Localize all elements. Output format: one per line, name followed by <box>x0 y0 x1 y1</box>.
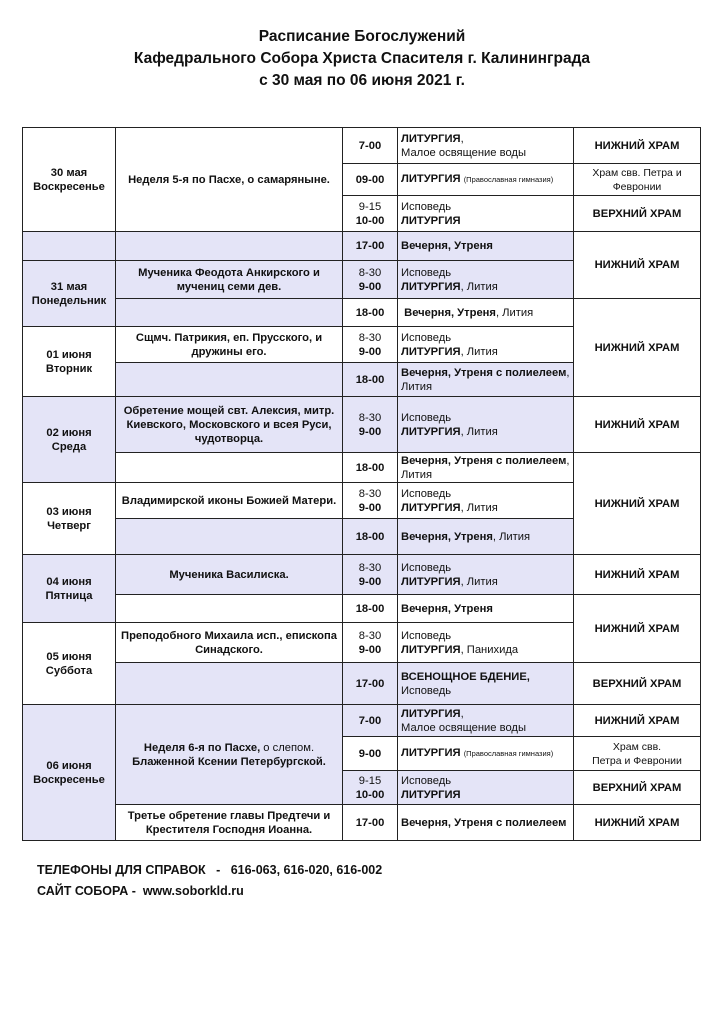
service-cell: Исповедь ЛИТУРГИЯ <box>398 196 574 232</box>
table-row <box>23 397 701 453</box>
time-cell: 7-00 <box>343 705 398 737</box>
feast-cell: Неделя 5-я по Пасхе, о самаряныне. <box>116 128 343 232</box>
date-cell: 01 июня Вторник <box>23 327 116 397</box>
time-cell: 8-30 9-00 <box>343 483 398 519</box>
time-cell: 8-30 9-00 <box>343 261 398 299</box>
date-cell: 31 мая Понедельник <box>23 261 116 327</box>
time-cell: 8-30 9-00 <box>343 397 398 453</box>
service-cell: Вечерня, Утреня <box>398 232 574 261</box>
time-cell: 18-00 <box>343 595 398 623</box>
place-cell: НИЖНИЙ ХРАМ <box>574 299 701 397</box>
date-cell: 02 июня Среда <box>23 397 116 483</box>
title-line-1: Расписание Богослужений <box>258 28 466 45</box>
table-row <box>23 595 701 623</box>
service-cell: ЛИТУРГИЯ, Малое освящение воды <box>398 705 574 737</box>
website-line: САЙТ СОБОРА - www.soborkld.ru <box>37 884 244 898</box>
place-cell: НИЖНИЙ ХРАМ <box>574 232 701 299</box>
table-row <box>23 128 701 164</box>
table-row <box>23 232 701 261</box>
footer <box>37 860 382 902</box>
place-cell: Храм свв. Петра и Февронии <box>574 737 701 771</box>
time-cell: 9-15 10-00 <box>343 196 398 232</box>
feast-cell: Неделя 6-я по Пасхе, о слепом. Блаженной Ксении Петербургской. <box>116 705 343 805</box>
time-cell: 8-30 9-00 <box>343 623 398 663</box>
table-row <box>23 805 701 841</box>
time-cell: 8-30 9-00 <box>343 327 398 363</box>
place-cell: НИЖНИЙ ХРАМ <box>574 397 701 453</box>
service-cell: ЛИТУРГИЯ, Малое освящение воды <box>398 128 574 164</box>
place-cell: НИЖНИЙ ХРАМ <box>574 453 701 555</box>
time-cell: 18-00 <box>343 299 398 327</box>
service-cell: Исповедь ЛИТУРГИЯ, Панихида <box>398 623 574 663</box>
time-cell: 8-30 9-00 <box>343 555 398 595</box>
service-cell: Вечерня, Утреня с полиелеем, Лития <box>398 453 574 483</box>
service-cell: ЛИТУРГИЯ (Православная гимназия) <box>398 164 574 196</box>
feast-cell: Обретение мощей свт. Алексия, митр. Киевского, Московского и всея Руси, чудотворца. <box>116 397 343 453</box>
title-line-2: Кафедрального Собора Христа Спасителя г. Калининграда <box>133 50 591 67</box>
service-cell: Исповедь ЛИТУРГИЯ, Лития <box>398 261 574 299</box>
place-cell: НИЖНИЙ ХРАМ <box>574 555 701 595</box>
service-cell: Исповедь ЛИТУРГИЯ <box>398 771 574 805</box>
document-title <box>0 26 724 92</box>
title-line-3: с 30 мая по 06 июня 2021 г. <box>259 72 465 89</box>
time-cell: 17-00 <box>343 663 398 705</box>
place-cell: НИЖНИЙ ХРАМ <box>574 805 701 841</box>
service-cell: ВСЕНОЩНОЕ БДЕНИЕ, Исповедь <box>398 663 574 705</box>
service-cell: Вечерня, Утреня с полиелеем, Лития <box>398 363 574 397</box>
feast-cell: Преподобного Михаила исп., епископа Синадского. <box>116 623 343 663</box>
feast-cell: Сщмч. Патрикия, еп. Прусского, и дружины его. <box>116 327 343 363</box>
time-cell: 9-00 <box>343 737 398 771</box>
place-cell: НИЖНИЙ ХРАМ <box>574 595 701 663</box>
date-cell: 06 июня Воскресенье <box>23 705 116 841</box>
feast-cell: Владимирской иконы Божией Матери. <box>116 483 343 519</box>
phones-line: ТЕЛЕФОНЫ ДЛЯ СПРАВОК - 616-063, 616-020, 616-002 <box>37 863 383 877</box>
feast-cell: Мученика Феодота Анкирского и мучениц семи дев. <box>116 261 343 299</box>
time-cell: 17-00 <box>343 805 398 841</box>
service-cell: Исповедь ЛИТУРГИЯ, Лития <box>398 397 574 453</box>
table-row <box>23 705 701 737</box>
service-cell: Вечерня, Утреня с полиелеем <box>398 805 574 841</box>
service-cell: Исповедь ЛИТУРГИЯ, Лития <box>398 483 574 519</box>
date-cell: 30 мая Воскресенье <box>23 128 116 232</box>
service-cell: Исповедь ЛИТУРГИЯ, Лития <box>398 327 574 363</box>
place-cell: ВЕРХНИЙ ХРАМ <box>574 663 701 705</box>
service-cell: Вечерня, Утреня, Лития <box>398 299 574 327</box>
place-cell: НИЖНИЙ ХРАМ <box>574 128 701 164</box>
time-cell: 9-15 10-00 <box>343 771 398 805</box>
service-cell: Исповедь ЛИТУРГИЯ, Лития <box>398 555 574 595</box>
service-cell: ЛИТУРГИЯ (Православная гимназия) <box>398 737 574 771</box>
schedule-table <box>22 127 701 841</box>
date-cell: 04 июня Пятница <box>23 555 116 623</box>
time-cell: 18-00 <box>343 453 398 483</box>
time-cell: 09-00 <box>343 164 398 196</box>
service-cell: Вечерня, Утреня <box>398 595 574 623</box>
place-cell: Храм свв. Петра и Февронии <box>574 164 701 196</box>
time-cell: 7-00 <box>343 128 398 164</box>
date-cell: 03 июня Четверг <box>23 483 116 555</box>
feast-cell: Третье обретение главы Предтечи и Крестителя Господня Иоанна. <box>116 805 343 841</box>
table-row <box>23 299 701 327</box>
place-cell: НИЖНИЙ ХРАМ <box>574 705 701 737</box>
service-cell: Вечерня, Утреня, Лития <box>398 519 574 555</box>
place-cell: ВЕРХНИЙ ХРАМ <box>574 196 701 232</box>
table-row <box>23 663 701 705</box>
feast-cell: Мученика Василиска. <box>116 555 343 595</box>
time-cell: 17-00 <box>343 232 398 261</box>
table-row <box>23 555 701 595</box>
place-cell: ВЕРХНИЙ ХРАМ <box>574 771 701 805</box>
time-cell: 18-00 <box>343 519 398 555</box>
table-row <box>23 453 701 483</box>
time-cell: 18-00 <box>343 363 398 397</box>
date-cell: 05 июня Суббота <box>23 623 116 705</box>
